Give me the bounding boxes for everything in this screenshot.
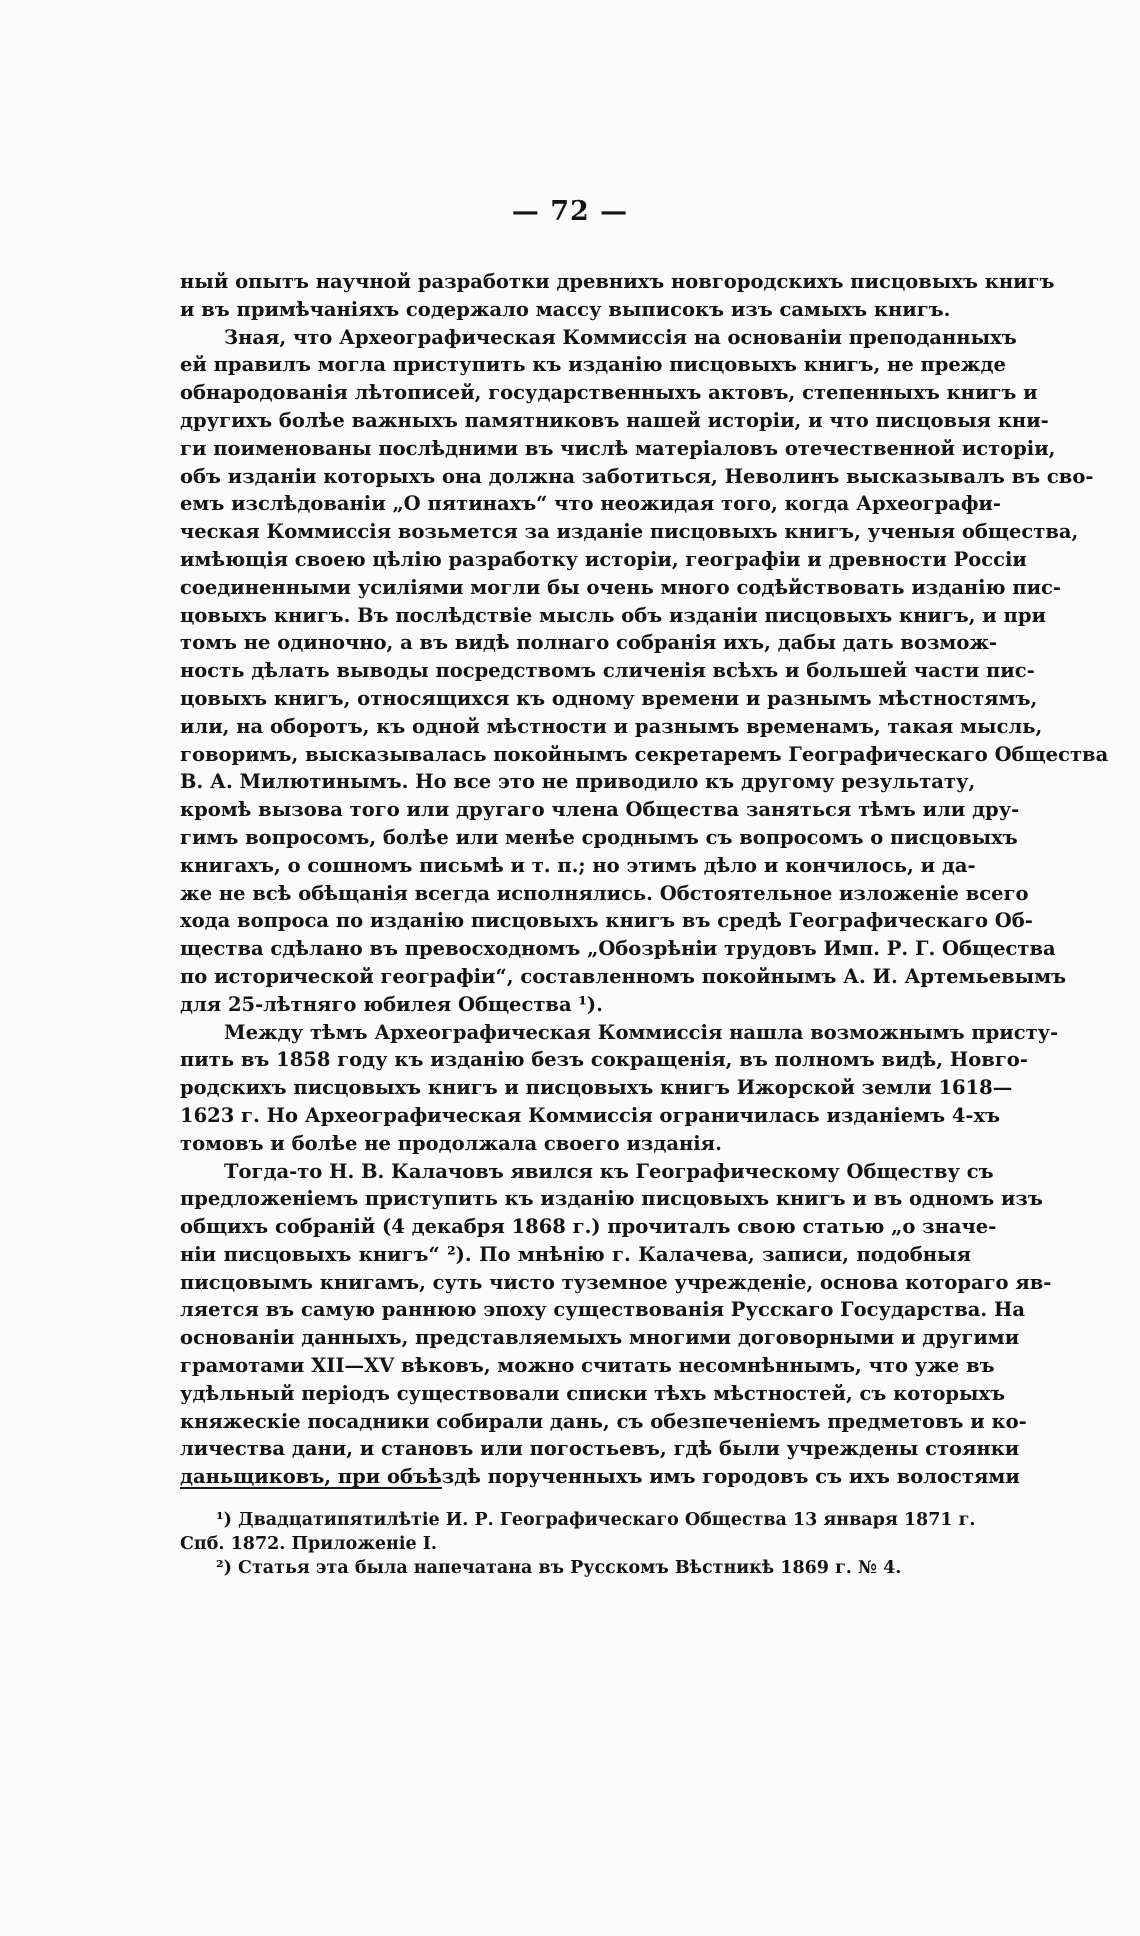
text-line: гимъ вопросомъ, болѣе или менѣе сроднымъ съ вопросомъ о писцовыхъ [180,825,1018,849]
text-line: предложеніемъ приступить къ изданію писцовыхъ книгъ и въ одномъ изъ [180,1187,1043,1211]
text-line: Зная, что Археографическая Коммиссія на основаніи преподанныхъ [224,325,1017,349]
text-line: ніи писцовыхъ книгъ“ ²). По мнѣнію г. Калачева, записи, подобныя [180,1242,971,1266]
text-line: другихъ болѣе важныхъ памятниковъ нашей исторіи, и что писцовыя кни- [180,408,1049,432]
text-line: пить въ 1858 году къ изданію безъ сокращенія, въ полномъ видѣ, Новго- [180,1048,1028,1072]
footnote-divider [180,1487,442,1489]
text-line: Тогда-то Н. В. Калачовъ явился къ Географическому Обществу съ [224,1159,994,1183]
text-line: основаніи данныхъ, представляемыхъ многими договорными и другими [180,1326,1020,1350]
text-line: соединенными усиліями могли бы очень много содѣйствовать изданію пис- [180,575,1062,599]
footnote-line: Спб. 1872. Приложеніе I. [180,1534,438,1554]
text-line: цовыхъ книгъ, относящихся къ одному времени и разнымъ мѣстностямъ, [180,686,1038,710]
text-line: Между тѣмъ Археографическая Коммиссія нашла возможнымъ присту- [224,1020,1059,1044]
text-line: щества сдѣлано въ превосходномъ „Обозрѣніи трудовъ Имп. Р. Г. Общества [180,937,1056,961]
text-line: же не всѣ обѣщанія всегда исполнялись. Обстоятельное изложеніе всего [180,881,1029,905]
text-line: кромѣ вызова того или другаго члена Общества заняться тѣмъ или дру- [180,798,1020,822]
text-line: личества дани, и становъ или погостьевъ, гдѣ были учреждены стоянки [180,1437,1020,1461]
text-line: томовъ и болѣе не продолжала своего изданія. [180,1131,722,1155]
text-line: хода вопроса по изданію писцовыхъ книгъ въ средѣ Географическаго Об- [180,909,1033,933]
text-line: В. А. Милютинымъ. Но все это не приводило къ другому результату, [180,770,976,794]
text-line: даньщиковъ, при объѣздѣ порученныхъ имъ городовъ съ ихъ волостями [180,1465,1020,1489]
page-number: — 72 — [511,196,629,227]
text-line: общихъ собраній (4 декабря 1868 г.) прочиталъ свою статью „о значе- [180,1215,997,1239]
text-line: 1623 г. Но Археографическая Коммиссія ограничилась изданіемъ 4-хъ [180,1103,1001,1127]
text-line: книгахъ, о сошномъ письмѣ и т. п.; но этимъ дѣло и кончилось, и да- [180,853,976,877]
text-line: объ изданіи которыхъ она должна заботиться, Неволинъ высказывалъ въ сво- [180,464,1094,488]
text-line: ляется въ самую раннюю эпоху существованія Русскаго Государства. На [180,1298,1026,1322]
text-line: говоримъ, высказывалась покойнымъ секретаремъ Географическаго Общества [180,742,1109,766]
text-line: цовыхъ книгъ. Въ послѣдствіе мысль объ изданіи писцовыхъ книгъ, и при [180,603,1046,627]
text-line: родскихъ писцовыхъ книгъ и писцовыхъ книгъ Ижорской земли 1618— [180,1076,1013,1100]
footnotes [180,1508,976,1580]
text-line: и въ примѣчаніяхъ содержало массу выписокъ изъ самыхъ книгъ. [180,297,951,321]
main-text [180,268,1109,1491]
text-line: обнародованія лѣтописей, государственныхъ актовъ, степенныхъ книгъ и [180,381,1038,405]
text-line: ческая Коммиссія возьмется за изданіе писцовыхъ книгъ, ученыя общества, [180,520,1079,544]
text-line: ность дѣлать выводы посредствомъ сличенія всѣхъ и большей части пис- [180,659,1035,683]
text-line: грамотами XII—XV вѣковъ, можно считать несомнѣннымъ, что уже въ [180,1354,995,1378]
text-line: писцовымъ книгамъ, суть чисто туземное учрежденіе, основа котораго яв- [180,1270,1052,1294]
text-line: ги поименованы послѣдними въ числѣ матеріаловъ отечественной исторіи, [180,436,1056,460]
text-line: ей правилъ могла приступить къ изданію писцовыхъ книгъ, не прежде [180,353,1006,377]
text-line: ный опытъ научной разработки древнихъ новгородскихъ писцовыхъ книгъ [180,270,1055,293]
text-line: или, на оборотъ, къ одной мѣстности и разнымъ временамъ, такая мысль, [180,714,1043,738]
text-line: удѣльный періодъ существовали списки тѣхъ мѣстностей, съ которыхъ [180,1381,1006,1405]
text-line: емъ изслѣдованіи „О пятинахъ“ что неожидая того, когда Археографи- [180,492,1001,516]
footnote-line: ¹) Двадцатипятилѣтіе И. Р. Географическаго Общества 13 января 1871 г. [216,1510,976,1530]
text-line: княжескіе посадники собирали дань, съ обезпеченіемъ предметовъ и ко- [180,1409,1027,1433]
text-line: для 25-лѣтняго юбилея Общества ¹). [180,992,603,1016]
text-line: имѣющія своею цѣлію разработку исторіи, географіи и древности Россіи [180,547,1027,571]
text-line: по исторической географіи“, составленномъ покойнымъ А. И. Артемьевымъ [180,964,1067,988]
text-line: томъ не одиночно, а въ видѣ полнаго собранія ихъ, дабы дать возмож- [180,631,998,655]
footnote-line: ²) Статья эта была напечатана въ Русскомъ Вѣстникѣ 1869 г. № 4. [216,1558,902,1578]
